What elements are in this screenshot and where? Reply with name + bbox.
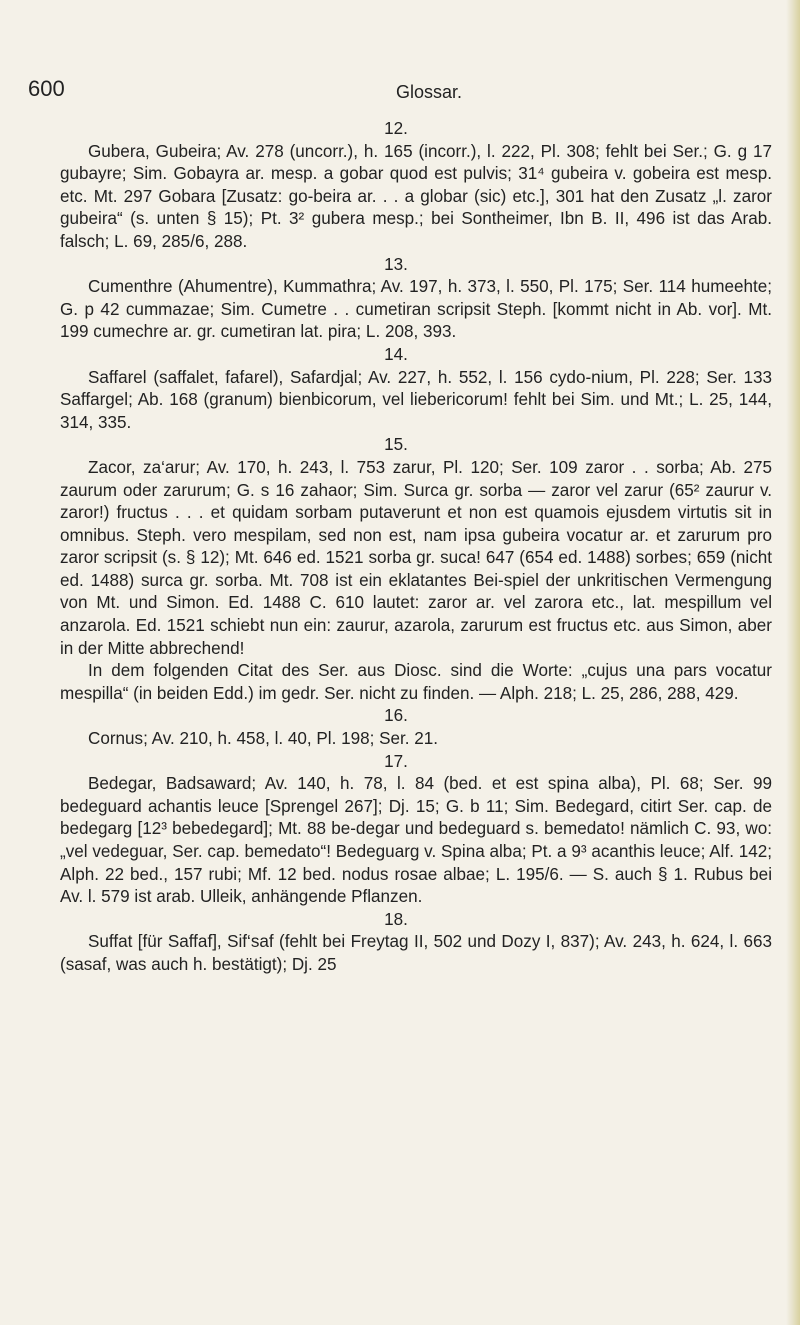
- section-number: 12.: [384, 119, 408, 138]
- glossary-entry-16: [60, 705, 772, 750]
- glossary-body: [60, 118, 772, 977]
- entry-paragraph: Zacor, za‘arur; Av. 170, h. 243, l. 753 zarur, Pl. 120; Ser. 109 zaror . . sorba; Ab. 275 zaurum oder zarurum; G. s 16 zahaor; Sim. Surca gr. sorba — zaror vel zarur (65² zaurur v. zaror!) fructus . . . et quidam sorbam putaverunt et non est quamois ejusdem virtutis sit in omnibus. Steph. vero mespilam, sed non est, nam ipsa gubeira vocatur ar. et zarurum pro zaror scripsit (s. § 12); Mt. 646 ed. 1521 sorba gr. suca! 647 (654 ed. 1488) sorbes; 659 (nicht ed. 1488) surca gr. sorba. Mt. 708 ist ein eklatantes Bei-spiel der unkritischen Vermengung von Mt. und Simon. Ed. 1488 C. 610 lautet: zaror ar. vel zarora etc., lat. mespillum vel anzarola. Ed. 1521 schiebt nun ein: zaurur, azarola, zarurum est fructus etc. aus Simon, aber in der Mitte abbrechend!: [60, 457, 772, 658]
- page-header: [28, 76, 768, 106]
- glossary-entry-15: [60, 434, 772, 705]
- entry-paragraph: Saffarel (saffalet, fafarel), Safardjal; Av. 227, h. 552, l. 156 cydo-nium, Pl. 228; Ser. 133 Saffargel; Ab. 168 (granum) bienbicorum, vel liebericorum! fehlt bei Sim. und Mt.; L. 25, 144, 314, 335.: [60, 367, 772, 432]
- section-number: 18.: [384, 909, 408, 929]
- glossary-entry-17: [60, 751, 772, 909]
- section-number: 16.: [384, 706, 408, 726]
- entry-paragraph: Gubera, Gubeira; Av. 278 (uncorr.), h. 165 (incorr.), l. 222, Pl. 308; fehlt bei Ser.; G. g 17 gubayre; Sim. Gobayra ar. mesp. a gobar quod est pulvis; 31⁴ gubeira v. gobeira est mesp. etc. Mt. 297 Gobara [Zusatz: go-beira ar. . . a globar (sic) etc.], 301 hat den Zusatz „l. zaror gubeira“ (s. unten § 15); Pt. 3² gubera mesp.; bei Sontheimer, Ibn B. II, 496 ist das Arab. falsch; L. 69, 285/6, 288.: [60, 141, 772, 251]
- section-number: 13.: [384, 254, 408, 274]
- entry-paragraph: In dem folgenden Citat des Ser. aus Diosc. sind die Worte: „cujus una pars vocatur mespilla“ (in beiden Edd.) im gedr. Ser. nicht zu finden. — Alph. 218; L. 25, 286, 288, 429.: [60, 661, 772, 703]
- section-number: 14.: [384, 344, 408, 364]
- glossary-entry-13: [60, 254, 772, 344]
- glossary-entry-18: [60, 909, 772, 977]
- entry-paragraph: Cornus; Av. 210, h. 458, l. 40, Pl. 198; Ser. 21.: [88, 729, 439, 749]
- section-number: 15.: [384, 435, 408, 455]
- glossary-entry-14: [60, 344, 772, 434]
- running-title: Glossar.: [396, 82, 463, 102]
- glossary-entry-12: [60, 118, 772, 254]
- entry-paragraph: Suffat [für Saffaf], Sif‘saf (fehlt bei Freytag II, 502 und Dozy I, 837); Av. 243, h. 624, l. 663 (sasaf, was auch h. bestätigt); Dj. 25: [60, 932, 772, 974]
- section-number: 17.: [384, 751, 408, 771]
- entry-paragraph: Cumenthre (Ahumentre), Kummathra; Av. 197, h. 373, l. 550, Pl. 175; Ser. 114 humeehte; G. p 42 cummazae; Sim. Cumetre . . cumetiran scripsit Steph. [kommt nicht in Ab. vor]. Mt. 199 cumechre ar. gr. cumetiran lat. pira; L. 208, 393.: [60, 277, 772, 342]
- page-edge-shadow: [786, 0, 800, 1325]
- page-number: 600: [28, 76, 65, 101]
- entry-paragraph: Bedegar, Badsaward; Av. 140, h. 78, l. 84 (bed. et est spina alba), Pl. 68; Ser. 99 bedeguard achantis leuce [Sprengel 267]; Dj. 15; G. b 11; Sim. Bedegard, citirt Ser. cap. de bedegarg [12³ bebedegard]; Mt. 88 be-degar und bedeguard s. bemedato! nämlich C. 93, wo: „vel vedeguar, Ser. cap. bemedato“! Bedeguarg v. Spina alba; Pt. a 9³ acanthis leuce; Alf. 142; Alph. 22 bed., 157 rubi; Mf. 12 bed. nodus rosae albae; L. 195/6. — S. auch § 1. Rubus bei Av. l. 579 ist arab. Ulleik, anhängende Pflanzen.: [60, 774, 772, 907]
